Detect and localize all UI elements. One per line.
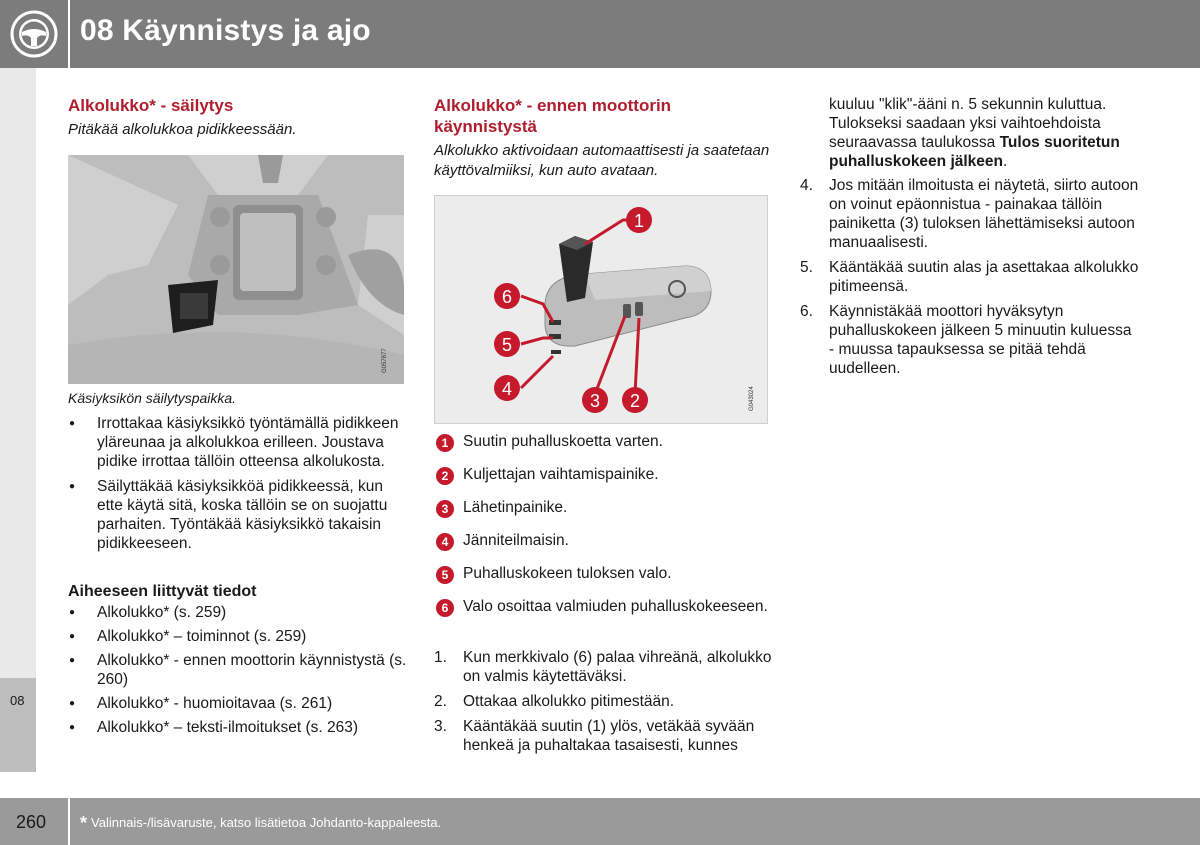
chapter-icon-box — [0, 0, 68, 68]
alcolock-figure — [434, 195, 768, 424]
footer-separator — [68, 798, 70, 845]
step-text: Ottakaa alkolukko pitimestään. — [463, 693, 675, 710]
steps-list — [434, 648, 774, 761]
section-intro: Pitäkää alkolukkoa pidikkeessään. — [68, 121, 297, 138]
section-storage — [68, 95, 408, 140]
callout-1 — [626, 207, 652, 233]
section-title: Alkolukko* - ennen moottorin käynnistystä — [434, 96, 672, 136]
callout-4 — [494, 375, 520, 401]
related-link[interactable]: ● Alkolukko* - huomioitavaa (s. 261) — [68, 694, 408, 713]
legend-item — [434, 564, 774, 583]
step-item — [434, 648, 774, 686]
alcolock-illustration — [435, 196, 768, 424]
legend-number-badge: 6 — [436, 599, 454, 617]
figure-code: G043024 — [749, 386, 755, 411]
step-text: Kun merkkivalo (6) palaa vihreänä, alkolukko on valmis käytettäväksi. — [463, 649, 772, 685]
step-item — [800, 302, 1140, 378]
footnote-text: Valinnais-/lisävaruste, katso lisätietoa Johdanto-kappaleesta. — [91, 815, 442, 830]
legend-number-badge: 2 — [436, 467, 454, 485]
step-item — [800, 176, 1140, 252]
footnote — [80, 813, 441, 834]
legend-text: Valo osoittaa valmiuden puhalluskokeeseen. — [463, 598, 768, 615]
table-reference: Tulos suoritetun puhalluskokeen jälkeen — [829, 134, 1120, 170]
legend-text: Jänniteilmaisin. — [463, 532, 569, 549]
legend-item — [434, 531, 774, 550]
legend-number-badge: 3 — [436, 500, 454, 518]
svg-text:1: 1 — [633, 211, 645, 231]
legend-text: Kuljettajan vaihtamispainike. — [463, 466, 659, 483]
step-continuation — [829, 95, 1139, 171]
step-number: 5. — [800, 259, 813, 276]
step-number: 4. — [800, 177, 813, 194]
legend-item — [434, 432, 774, 451]
photo-code: G057877 — [382, 348, 388, 373]
legend-number-badge: 4 — [436, 533, 454, 551]
storage-photo — [68, 155, 404, 384]
step-item — [434, 692, 774, 711]
step-text: Kääntäkää suutin alas ja asettakaa alkolukko pitimeensä. — [829, 259, 1139, 295]
section-intro: Alkolukko aktivoidaan automaattisesti ja saatetaan käyttövalmiiksi, kun auto avataan. — [434, 142, 770, 179]
header-separator — [68, 0, 70, 68]
related-link[interactable]: ● Alkolukko* – teksti-ilmoitukset (s. 263) — [68, 718, 408, 737]
footnote-star: * — [80, 813, 88, 833]
chapter-title: 08 Käynnistys ja ajo — [80, 14, 371, 47]
step-item — [800, 258, 1140, 296]
step-text: Jos mitään ilmoitusta ei näytetä, siirto autoon on voinut epäonnistua - painakaa tällöin painiketta (3) tuloksen lähettämiseksi autoon manuaalisesti. — [829, 177, 1139, 251]
step-number: 6. — [800, 303, 813, 320]
related-title: Aiheeseen liittyvät tiedot — [68, 583, 257, 600]
related-link[interactable]: ● Alkolukko* – toiminnot (s. 259) — [68, 627, 408, 646]
section-before-start — [434, 95, 774, 181]
legend-item — [434, 498, 774, 517]
callout-3 — [582, 387, 608, 413]
legend-number-badge: 5 — [436, 566, 454, 584]
figure-legend — [434, 432, 774, 630]
legend-number-badge: 1 — [436, 434, 454, 452]
step-number: 1. — [434, 649, 447, 666]
svg-text:4: 4 — [501, 379, 513, 399]
side-tab-label: 08 — [10, 693, 25, 708]
step-text: Kääntäkää suutin (1) ylös, vetäkää syvään henkeä ja puhaltakaa tasaisesti, kunnes — [463, 718, 755, 754]
svg-text:3: 3 — [589, 391, 601, 411]
step-item — [434, 717, 774, 755]
side-tab-strip — [0, 68, 36, 772]
step-number: 2. — [434, 693, 447, 710]
legend-text: Lähetinpainike. — [463, 499, 568, 516]
related-list — [68, 603, 408, 742]
steering-wheel-icon — [10, 10, 58, 58]
continuation-text: kuuluu "klik"-ääni n. 5 sekunnin kuluttua. Tulokseksi saadaan yksi vaihtoehdoista seuraavassa taulukossa — [829, 96, 1107, 151]
callout-2 — [622, 387, 648, 413]
related-link[interactable]: ● Alkolukko* - ennen moottorin käynnistystä (s. 260) — [68, 651, 408, 689]
dashboard-illustration — [68, 155, 404, 384]
page-number: 260 — [16, 812, 47, 832]
section-title: Alkolukko* - säilytys — [68, 96, 234, 115]
steps-list — [800, 176, 1140, 384]
svg-text:6: 6 — [501, 287, 513, 307]
legend-item — [434, 465, 774, 484]
list-item: ● Irrottakaa käsiyksikkö työntämällä pidikkeen yläreunaa ja alkolukkoa erilleen. Joustava pidike irrottaa tällöin otteensa alkolukosta. — [68, 414, 408, 471]
list-item: ● Säilyttäkää käsiyksikköä pidikkeessä, kun ette käytä sitä, koska tällöin se on suojattu parhaiten. Työntäkää käsiyksikkö takaisin pidikkeeseen. — [68, 477, 408, 553]
step-text: Käynnistäkää moottori hyväksytyn puhalluskokeen jälkeen 5 minuutin kuluessa - muussa tapauksessa se pitää tehdä uudelleen. — [829, 303, 1132, 377]
photo-caption: Käsiyksikön säilytyspaikka. — [68, 390, 237, 406]
callout-5 — [494, 331, 520, 357]
legend-text: Suutin puhalluskoetta varten. — [463, 433, 663, 450]
step-number: 3. — [434, 718, 447, 735]
continuation-end: . — [1003, 153, 1008, 170]
svg-text:5: 5 — [501, 335, 513, 355]
callout-6 — [494, 283, 520, 309]
legend-text: Puhalluskokeen tuloksen valo. — [463, 565, 672, 582]
related-link[interactable]: ● Alkolukko* (s. 259) — [68, 603, 408, 622]
svg-text:2: 2 — [629, 391, 641, 411]
storage-bullets — [68, 414, 408, 559]
legend-item — [434, 597, 774, 616]
